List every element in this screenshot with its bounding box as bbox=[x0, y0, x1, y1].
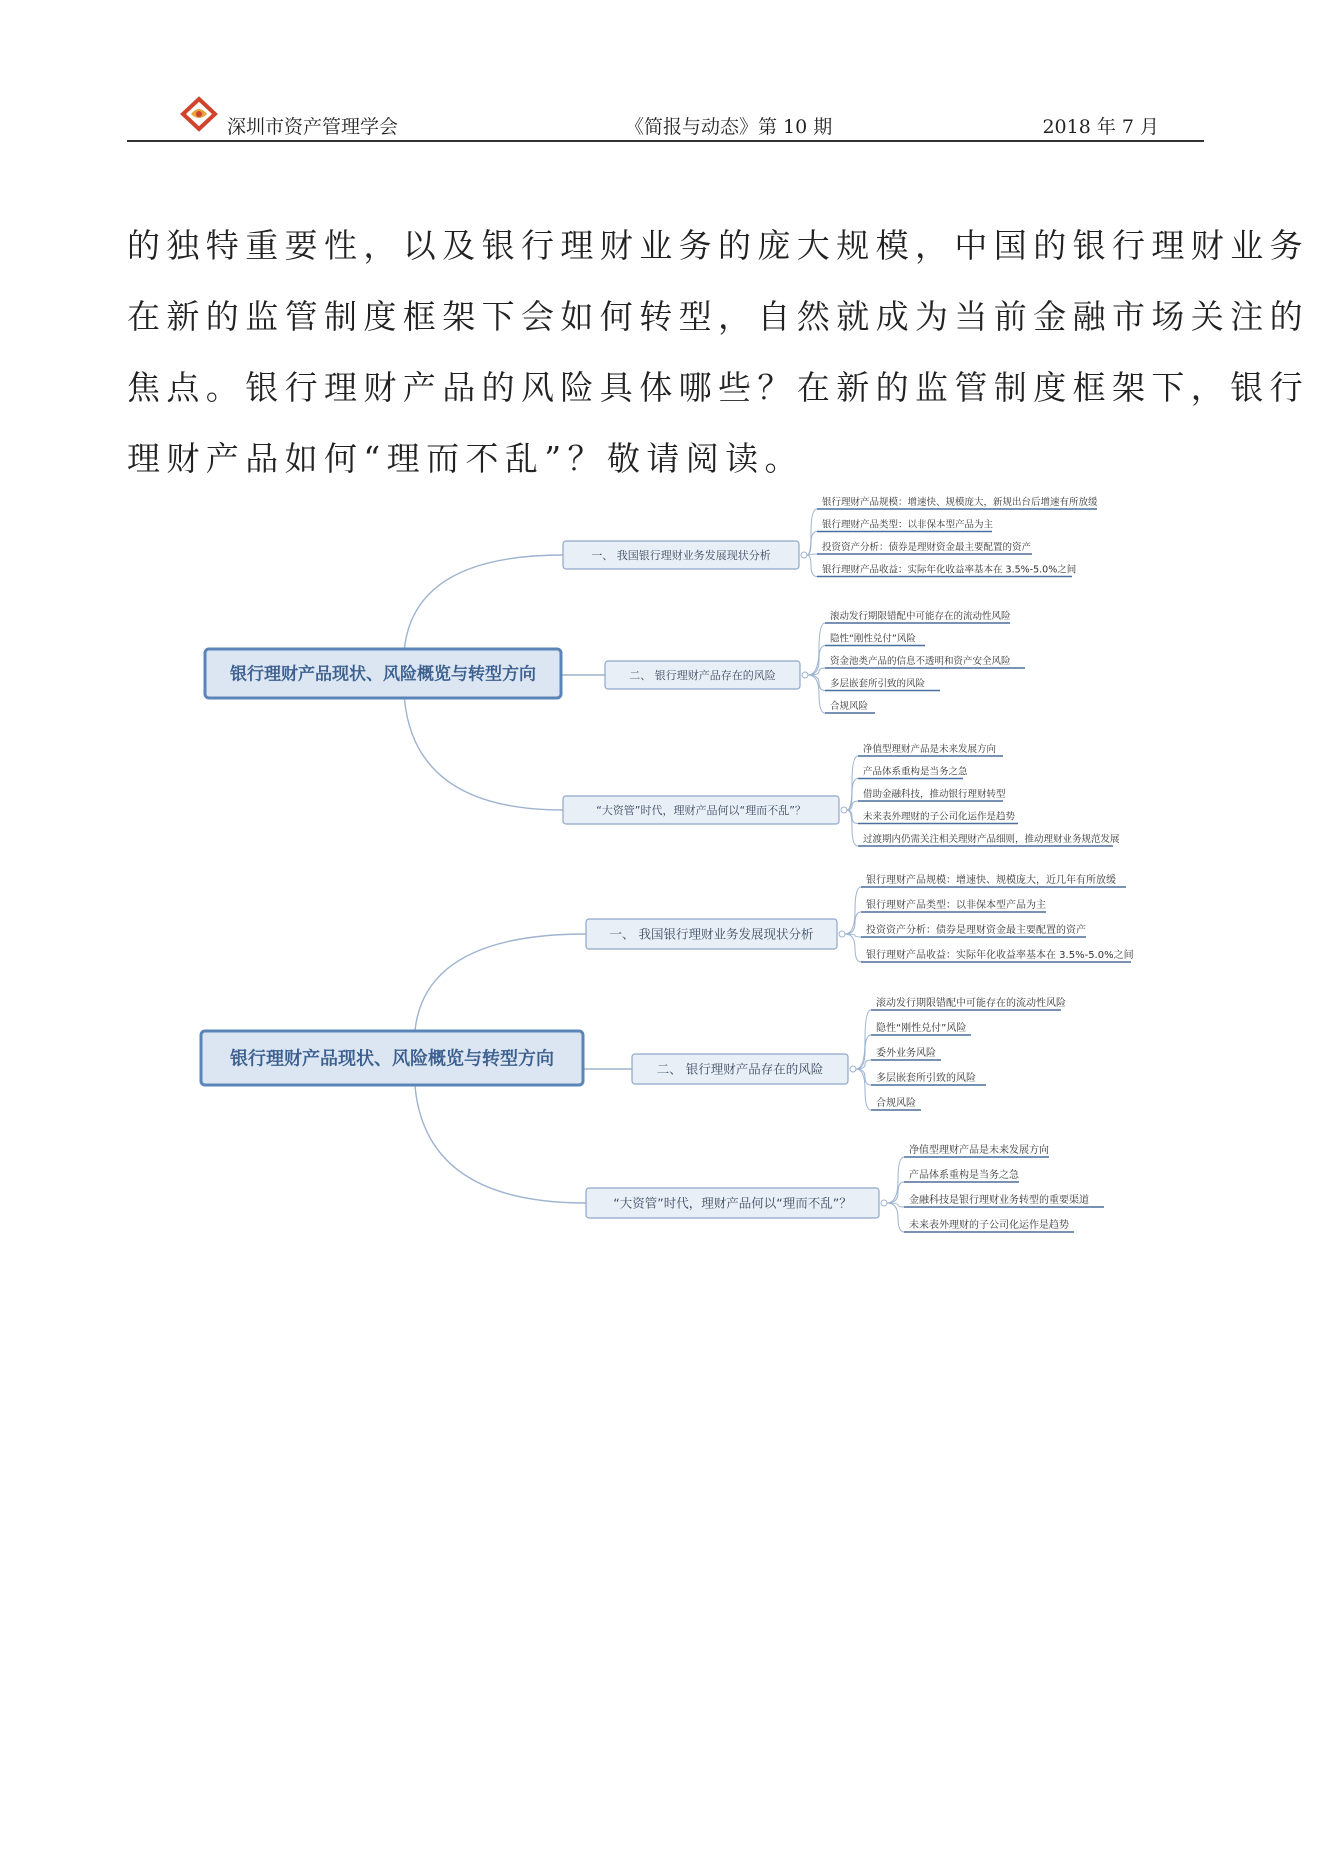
leaf-label: 银行理财产品收益：实际年化收益率基本在 3.5%-5.0%之间 bbox=[866, 950, 1134, 961]
leaf-label: 滚动发行期限错配中可能存在的流动性风险 bbox=[876, 998, 1066, 1009]
leaf-label: 产品体系重构是当务之急 bbox=[863, 766, 968, 778]
leaf-connector bbox=[807, 532, 817, 556]
leaf-connector bbox=[847, 756, 858, 810]
leaf-label: 合规风险 bbox=[830, 701, 869, 712]
branch-node bbox=[632, 1054, 856, 1084]
collapse-handle-icon[interactable] bbox=[801, 552, 807, 558]
issue-title: 《简报与动态》第 10 期 bbox=[625, 116, 833, 138]
mind-map bbox=[205, 496, 1120, 846]
leaf-connector bbox=[845, 912, 861, 934]
leaf-connector bbox=[808, 675, 825, 713]
branch-label: 一、 我国银行理财业务发展现状分析 bbox=[591, 548, 771, 562]
collapse-handle-icon[interactable] bbox=[839, 931, 845, 937]
leaf-connector bbox=[887, 1182, 904, 1203]
leaf-label: 投资资产分析：债券是理财资金最主要配置的资产 bbox=[822, 542, 1032, 553]
leaf-connector bbox=[856, 1069, 871, 1110]
leaf-connector bbox=[856, 1060, 871, 1069]
branch-connector bbox=[404, 698, 563, 810]
branch-node bbox=[586, 919, 845, 949]
leaf-label: 多层嵌套所引致的风险 bbox=[830, 678, 926, 690]
branch-node bbox=[586, 1188, 887, 1218]
leaf-connector bbox=[808, 623, 825, 675]
leaf-label: 银行理财产品类型：以非保本型产品为主 bbox=[822, 519, 994, 531]
branch-label: 一、 我国银行理财业务发展现状分析 bbox=[609, 926, 814, 942]
collapse-handle-icon[interactable] bbox=[802, 672, 808, 678]
intro-line: 的独特重要性，以及银行理财业务的庞大规模，中国的银行理财业务 bbox=[127, 226, 1309, 265]
collapse-handle-icon[interactable] bbox=[881, 1200, 887, 1206]
leaf-connector bbox=[856, 1035, 871, 1069]
leaf-connector bbox=[807, 555, 817, 577]
leaf-connector bbox=[808, 646, 825, 676]
intro-line: 焦点。银行理财产品的风险具体哪些？在新的监管制度框架下，银行 bbox=[127, 368, 1309, 407]
leaf-label: 银行理财产品收益：实际年化收益率基本在 3.5%-5.0%之间 bbox=[822, 564, 1077, 576]
root-label: 银行理财产品现状、风险概览与转型方向 bbox=[230, 1048, 554, 1070]
leaf-label: 未来表外理财的子公司化运作是趋势 bbox=[863, 811, 1016, 823]
issue-date: 2018 年 7 月 bbox=[1042, 116, 1159, 138]
branch-label: 二、 银行理财产品存在的风险 bbox=[656, 1061, 824, 1077]
intro-line: 在新的监管制度框架下会如何转型，自然就成为当前金融市场关注的 bbox=[127, 297, 1309, 336]
intro-line: 理财产品如何“理而不乱”？敬请阅读。 bbox=[127, 439, 804, 478]
leaf-label: 未来表外理财的子公司化运作是趋势 bbox=[909, 1220, 1069, 1231]
org-name: 深圳市资产管理学会 bbox=[227, 116, 399, 138]
branch-node bbox=[563, 796, 847, 824]
mind-map bbox=[201, 873, 1134, 1232]
leaf-label: 投资资产分析：债券是理财资金最主要配置的资产 bbox=[866, 925, 1086, 936]
root-node bbox=[201, 1031, 583, 1085]
collapse-handle-icon[interactable] bbox=[841, 807, 847, 813]
branch-connector bbox=[415, 1085, 586, 1203]
leaf-connector bbox=[845, 934, 861, 962]
leaf-label: 资金池类产品的信息不透明和资产安全风险 bbox=[830, 656, 1011, 667]
leaf-label: 借助金融科技，推动银行理财转型 bbox=[863, 789, 1006, 800]
branch-connector bbox=[404, 555, 563, 649]
root-label: 银行理财产品现状、风险概览与转型方向 bbox=[230, 664, 536, 685]
leaf-label: 金融科技是银行理财业务转型的重要渠道 bbox=[909, 1195, 1089, 1206]
leaf-label: 隐性“刚性兑付”风险 bbox=[830, 633, 916, 645]
leaf-label: 滚动发行期限错配中可能存在的流动性风险 bbox=[830, 611, 1011, 622]
leaf-label: 银行理财产品规模：增速快、规模庞大，新规出台后增速有所放缓 bbox=[822, 497, 1098, 508]
leaf-label: 委外业务风险 bbox=[876, 1048, 936, 1059]
leaf-label: 多层嵌套所引致的风险 bbox=[876, 1073, 976, 1084]
leaf-label: 净值型理财产品是未来发展方向 bbox=[909, 1145, 1049, 1156]
leaf-label: 净值型理财产品是未来发展方向 bbox=[863, 744, 997, 755]
leaf-connector bbox=[847, 810, 858, 824]
leaf-label: 合规风险 bbox=[876, 1098, 916, 1109]
leaf-label: 产品体系重构是当务之急 bbox=[909, 1170, 1019, 1181]
branch-node bbox=[605, 661, 808, 689]
leaf-label: 过渡期内仍需关注相关理财产品细则，推动理财业务规范发展 bbox=[863, 834, 1120, 845]
leaf-label: 银行理财产品类型：以非保本型产品为主 bbox=[866, 900, 1046, 911]
collapse-handle-icon[interactable] bbox=[850, 1066, 856, 1072]
branch-node bbox=[563, 541, 807, 569]
leaf-connector bbox=[887, 1157, 904, 1203]
leaf-connector bbox=[845, 887, 861, 934]
branch-connector bbox=[415, 934, 586, 1031]
leaf-label: 银行理财产品规模：增速快、规模庞大，近几年有所放缓 bbox=[866, 875, 1116, 886]
branch-label: “大资管”时代，理财产品何以“理而不乱”？ bbox=[613, 1195, 852, 1211]
leaf-label: 隐性“刚性兑付”风险 bbox=[876, 1023, 967, 1034]
leaf-connector bbox=[808, 675, 825, 691]
root-node bbox=[205, 649, 561, 698]
branch-label: 二、 银行理财产品存在的风险 bbox=[629, 668, 776, 682]
leaf-connector bbox=[847, 810, 858, 846]
branch-label: “大资管”时代，理财产品何以“理而不乱”？ bbox=[596, 803, 806, 817]
